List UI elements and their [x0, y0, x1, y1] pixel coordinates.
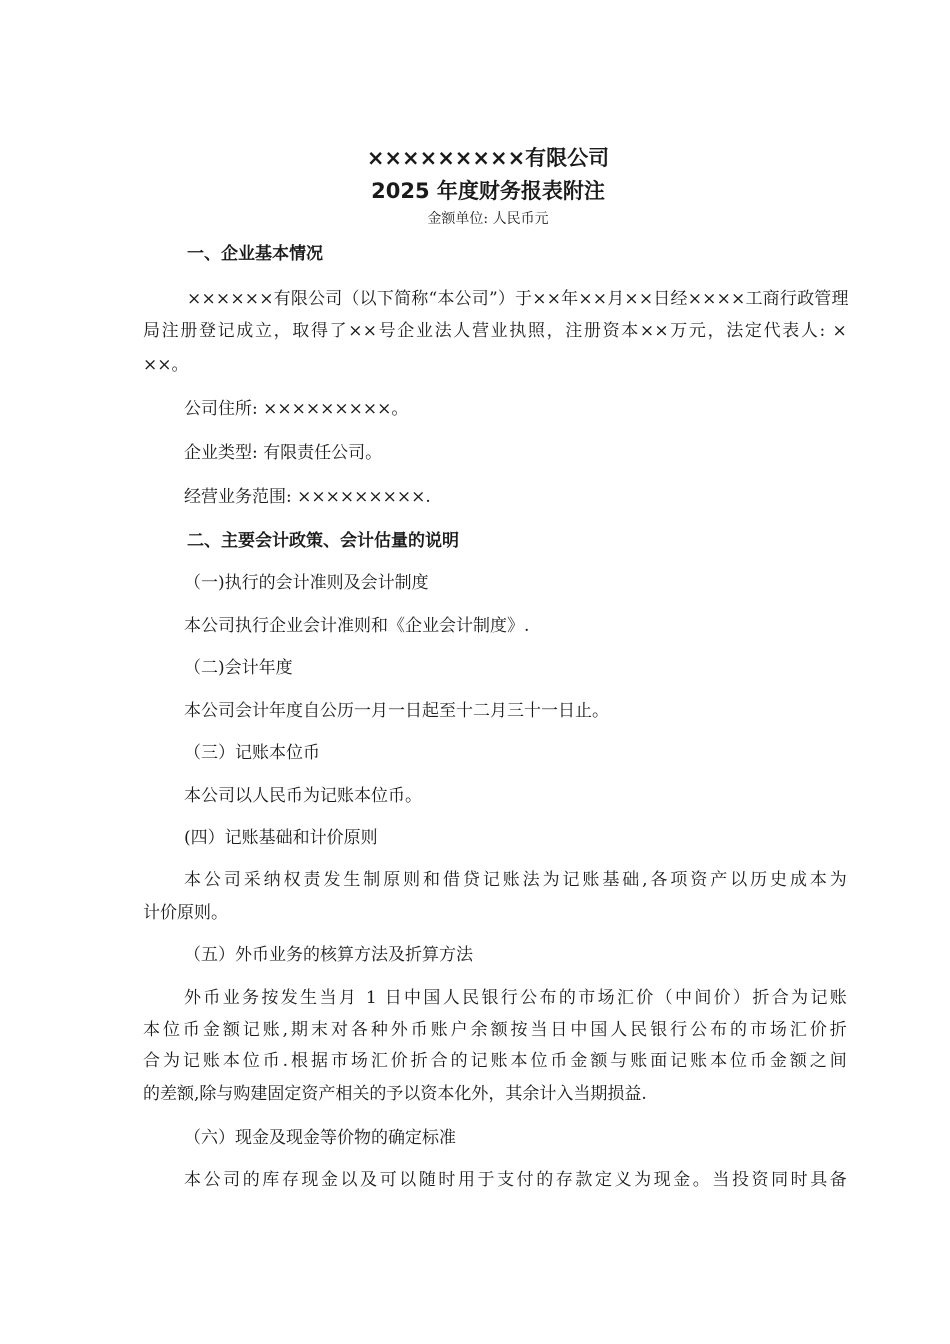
- subsection-5-title: （五）外币业务的核算方法及折算方法: [184, 945, 473, 965]
- section-1-paragraph-line-1: ××××××有限公司（以下简称“本公司”）于××年××月××日经××××工商行政管理: [187, 289, 849, 309]
- subsection-2-title: （二)会计年度: [184, 658, 293, 678]
- subsection-5-body-line-2: 本位币金额记账,期末对各种外币账户余额按当日中国人民银行公布的市场汇价折: [143, 1020, 847, 1040]
- subsection-5-body-line-3: 合为记账本位币.根据市场汇价折合的记账本位币金额与账面记账本位币金额之间: [143, 1051, 847, 1071]
- subsection-6-body-line-1: 本公司的库存现金以及可以随时用于支付的存款定义为现金。当投资同时具备: [184, 1170, 847, 1190]
- subsection-5-body-line-1: 外币业务按发生当月 1 日中国人民银行公布的市场汇价（中间价）折合为记账: [184, 988, 847, 1008]
- subsection-6-title: （六）现金及现金等价物的确定标准: [184, 1128, 456, 1148]
- subsection-4-title: (四）记账基础和计价原则: [184, 828, 378, 848]
- subsection-2-body: 本公司会计年度自公历一月一日起至十二月三十一日止。: [184, 701, 609, 721]
- subsection-3-body: 本公司以人民币为记账本位币。: [184, 786, 422, 806]
- subsection-5-body-line-4: 的差额,除与购建固定资产相关的予以资本化外，其余计入当期损益.: [143, 1084, 647, 1104]
- section-1-heading: 一、企业基本情况: [187, 244, 323, 264]
- subsection-4-body-line-2: 计价原则。: [143, 903, 228, 923]
- subsection-4-body-line-1: 本公司采纳权责发生制原则和借贷记账法为记账基础,各项资产以历史成本为: [184, 870, 847, 890]
- business-scope: 经营业务范围: ×××××××××.: [184, 487, 431, 507]
- section-1-paragraph-line-3: ××。: [143, 355, 189, 375]
- section-1-paragraph-line-2: 局注册登记成立，取得了××号企业法人营业执照，注册资本××万元，法定代表人: ×: [143, 321, 847, 341]
- currency-unit: 金额单位: 人民币元: [427, 211, 549, 227]
- report-title: 2025 年度财务报表附注: [371, 179, 605, 203]
- subsection-3-title: （三）记账本位币: [184, 743, 320, 763]
- company-name: ×××××××××有限公司: [366, 146, 610, 170]
- company-address: 公司住所: ×××××××××。: [184, 399, 409, 419]
- subsection-1-body: 本公司执行企业会计准则和《企业会计制度》.: [184, 616, 530, 636]
- section-2-heading: 二、主要会计政策、会计估量的说明: [187, 531, 459, 551]
- company-type: 企业类型: 有限责任公司。: [184, 443, 383, 463]
- subsection-1-title: （一)执行的会计准则及会计制度: [184, 573, 429, 593]
